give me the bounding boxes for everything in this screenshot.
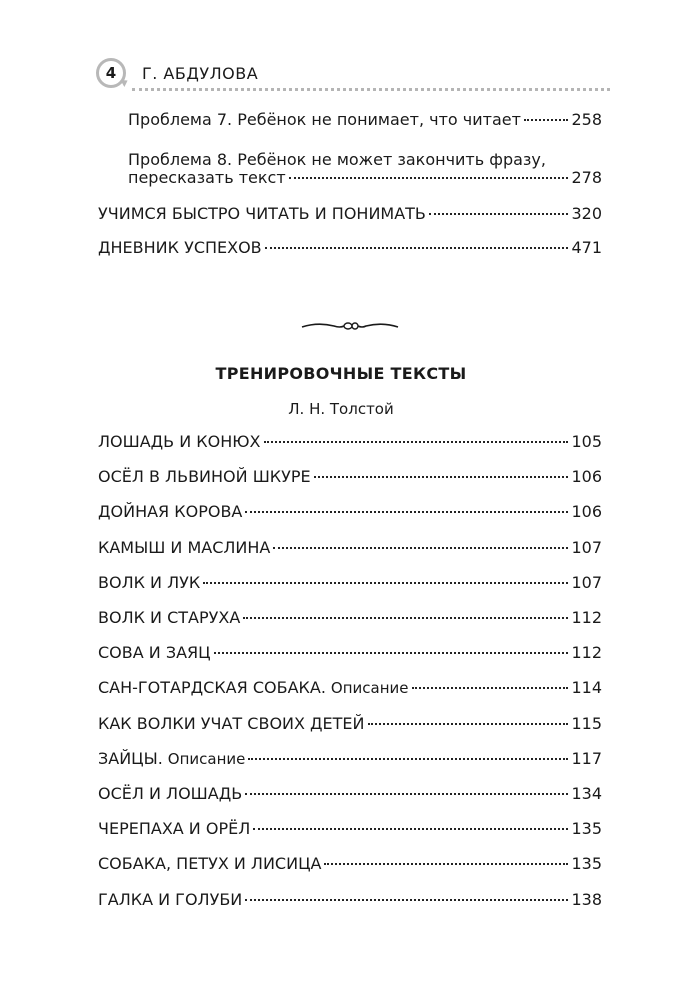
page-number-badge: [96, 58, 126, 88]
toc-entry[interactable]: [98, 643, 602, 663]
toc-entry-title: ЗАЙЦЫ.: [98, 748, 163, 768]
toc-entry-title: КАМЫШ И МАСЛИНА: [98, 537, 271, 557]
dot-leader: [324, 863, 568, 865]
toc-entry-page: 278: [571, 168, 602, 187]
toc-entry[interactable]: [98, 678, 602, 698]
toc-entry-title: пересказать текст: [128, 168, 286, 187]
toc-entry-page: 138: [571, 889, 602, 909]
toc-entry-title: СОБАКА, ПЕТУХ И ЛИСИЦА: [98, 854, 322, 874]
toc-entry-page: 107: [571, 572, 602, 592]
dot-leader: [524, 119, 569, 121]
dot-leader: [264, 441, 569, 443]
toc-entry-title: ДНЕВНИК УСПЕХОВ: [98, 238, 262, 257]
dot-leader: [265, 247, 569, 249]
toc-entry-page: 471: [571, 238, 602, 257]
dot-leader: [314, 476, 569, 478]
toc-entry-title: ВОЛК И СТАРУХА: [98, 608, 241, 627]
dot-leader: [253, 828, 568, 830]
dot-leader: [289, 177, 569, 179]
dot-leader: [214, 652, 569, 654]
toc-entry-page: 134: [571, 784, 602, 803]
toc-entry-title: КАК ВОЛКИ УЧАТ СВОИХ ДЕТЕЙ: [98, 713, 365, 733]
toc-entry-title-line1: Проблема 8. Ребёнок не может закончить фразу,: [128, 150, 546, 169]
page-number: 4: [105, 64, 117, 82]
dot-leader: [412, 687, 569, 689]
toc-entry-title: ЧЕРЕПАХА И ОРЁЛ: [98, 819, 251, 839]
toc-entry[interactable]: [98, 714, 602, 734]
toc-entry-title: ГАЛКА И ГОЛУБИ: [98, 889, 243, 909]
toc-entry[interactable]: [98, 784, 602, 804]
dot-leader: [368, 723, 569, 725]
toc-entry-title: ЛОШАДЬ И КОНЮХ: [98, 432, 261, 451]
toc-entry[interactable]: [98, 204, 602, 224]
toc-entry-page: 115: [571, 713, 602, 733]
toc-entry-page: 105: [571, 432, 602, 451]
toc-entry-page: 117: [571, 748, 602, 768]
toc-entry[interactable]: [98, 432, 602, 452]
toc-entry-page: 258: [571, 110, 602, 129]
section-author: Л. Н. Толстой: [288, 400, 394, 418]
toc-entry[interactable]: [128, 110, 602, 130]
toc-entry[interactable]: [98, 502, 602, 522]
ornament-divider: [300, 318, 400, 334]
dot-leader: [243, 617, 568, 619]
toc-entry-title: Проблема 7. Ребёнок не понимает, что читает: [128, 110, 521, 129]
toc-entry-title: ВОЛК И ЛУК: [98, 572, 201, 592]
toc-entry-page: 320: [571, 204, 602, 223]
toc-entry-title: САН-ГОТАРДСКАЯ СОБАКА.: [98, 678, 326, 698]
toc-entry[interactable]: [98, 890, 602, 910]
toc-entry-page: 112: [571, 608, 602, 627]
toc-entry[interactable]: [98, 819, 602, 839]
dot-leader: [203, 582, 568, 584]
toc-entry-subtitle: Описание: [330, 679, 409, 698]
toc-entry-page: 107: [571, 537, 602, 557]
toc-entry-page: 106: [571, 502, 602, 522]
toc-entry-title: УЧИМСЯ БЫСТРО ЧИТАТЬ И ПОНИМАТЬ: [98, 204, 426, 223]
toc-entry[interactable]: [98, 749, 602, 769]
header-dotted-rule: [132, 88, 610, 91]
toc-entry-page: 135: [571, 819, 602, 839]
toc-entry[interactable]: [98, 538, 602, 558]
dot-leader: [248, 758, 568, 760]
toc-entry-page: 135: [571, 854, 602, 874]
toc-entry-title: ОСЁЛ И ЛОШАДЬ: [98, 784, 243, 803]
toc-entry-title: ДОЙНАЯ КОРОВА: [98, 502, 243, 522]
dot-leader: [245, 511, 568, 513]
toc-entry[interactable]: [98, 573, 602, 593]
dot-leader: [245, 899, 568, 901]
running-header: [96, 58, 610, 94]
toc-entry-page: 114: [571, 678, 602, 698]
toc-entry[interactable]: [98, 467, 602, 487]
toc-entry[interactable]: [98, 854, 602, 874]
header-author: Г. АБДУЛОВА: [142, 64, 259, 83]
section-title: ТРЕНИРОВОЧНЫЕ ТЕКСТЫ: [215, 364, 467, 383]
toc-entry-title: СОВА И ЗАЯЦ: [98, 643, 211, 663]
toc-entry-page: 112: [571, 643, 602, 663]
toc-entry-subtitle: Описание: [167, 749, 246, 768]
toc-entry[interactable]: [128, 168, 602, 188]
toc-entry[interactable]: [98, 238, 602, 258]
toc-entry[interactable]: [98, 608, 602, 628]
toc-entry-title: ОСЁЛ В ЛЬВИНОЙ ШКУРЕ: [98, 467, 311, 487]
toc-entry-page: 106: [571, 467, 602, 487]
dot-leader: [429, 213, 569, 215]
dot-leader: [245, 793, 568, 795]
dot-leader: [273, 547, 568, 549]
